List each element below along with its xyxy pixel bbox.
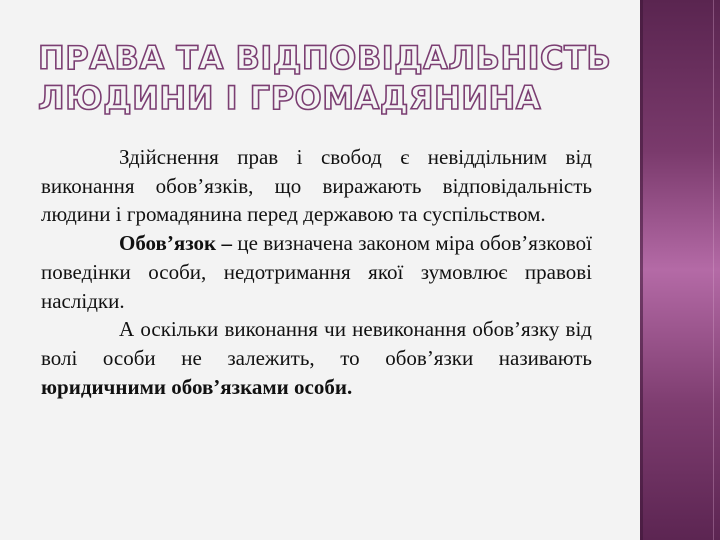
slide-body	[41, 143, 592, 401]
paragraph-1	[41, 143, 592, 229]
paragraph-1-text: Здійснення прав і свобод є невіддільним від виконання обов’язків, що виражають відповідальність людини і громадянина перед державою та суспільством.	[41, 145, 592, 227]
decorative-side-band	[640, 0, 720, 540]
paragraph-2	[41, 229, 592, 315]
paragraph-3-text: А оскільки виконання чи невиконання обов’язку від волі особи не залежить, то обов’язки називають	[41, 317, 592, 370]
legal-duties-term: юридичними обов’язками особи	[41, 374, 347, 399]
definition-text: це визначена законом міра обов’язкової поведінки особи, недотримання якої зумовлює правові наслідки.	[41, 231, 592, 313]
definition-term: Обов’язок –	[119, 231, 232, 256]
paragraph-3	[41, 315, 592, 401]
slide-title-line-2: ЛЮДИНИ І ГРОМАДЯНИНА	[38, 79, 542, 117]
slide-title	[38, 38, 628, 118]
paragraph-3-end: .	[346, 374, 353, 399]
slide-title-line-1: ПРАВА ТА ВІДПОВІДАЛЬНІСТЬ	[38, 39, 612, 77]
